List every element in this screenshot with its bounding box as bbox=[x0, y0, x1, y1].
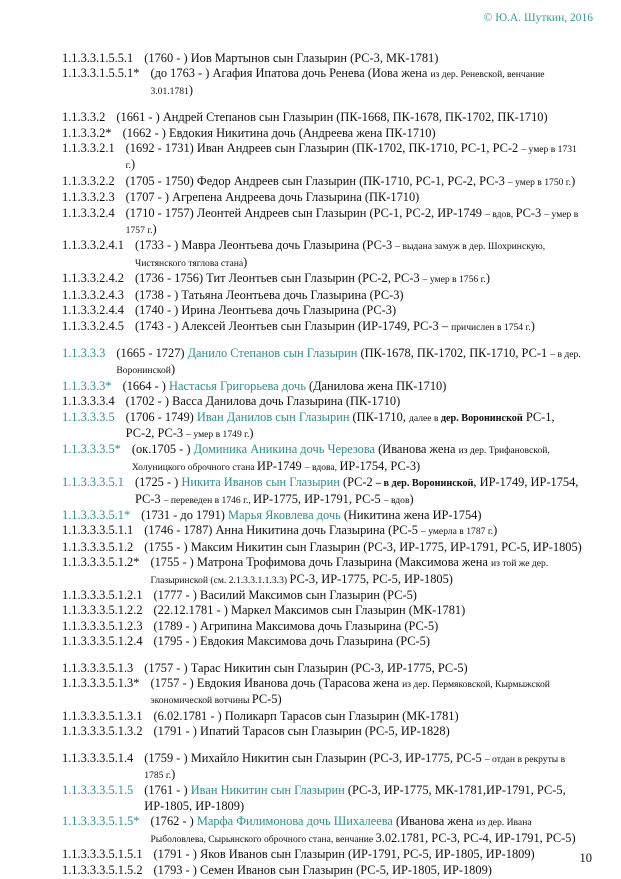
entry-text bbox=[123, 379, 586, 394]
entry-text-segment: (1661 - ) Андрей Степанов сын Глазырин (ПК-1668, ПК-1678, ПК-1702, ПК-1710) bbox=[116, 110, 548, 125]
entry-text-segment: (1757 - ) Тарас Никитин сын Глазырин (РС-3, ИР-1775, РС-5) bbox=[144, 660, 468, 675]
entry-id: 1.1.3.3.3.5 bbox=[62, 409, 115, 424]
copyright-header: © Ю.А. Шуткин, 2016 bbox=[483, 12, 593, 24]
genealogy-entry bbox=[62, 288, 586, 303]
entry-text-segment: (6.02.1781 - ) Поликарп Тарасов сын Глазырин (МК-1781) bbox=[153, 708, 459, 723]
entry-text-segment: РС-1, РС-2, РС-3 bbox=[125, 409, 555, 440]
entry-text-segment: (1702 - ) Васса Данилова дочь Глазырина (ПК-1710) bbox=[125, 394, 401, 409]
entry-text-segment: ) bbox=[249, 425, 254, 440]
entry-text bbox=[154, 709, 586, 724]
entry-text bbox=[126, 206, 586, 239]
entry-id: 1.1.3.3.3.5.1.2.1 bbox=[62, 588, 143, 602]
entry-text-segment: (РС-2 bbox=[339, 475, 376, 490]
person-name-highlighted: Данило Степанов сын Глазырин bbox=[187, 345, 358, 360]
entry-text bbox=[144, 51, 586, 66]
genealogy-entry bbox=[62, 141, 586, 174]
entry-id: 1.1.3.3.3.5.1.5 bbox=[62, 783, 134, 798]
entry-note: причислен в 1754 г. bbox=[451, 321, 531, 333]
entry-text-segment: (1740 - ) Ирина Леонтьева дочь Глазырина (РС-3) bbox=[134, 303, 397, 318]
entry-text-segment: (1789 - ) Агрипина Максимова дочь Глазырина (РС-5) bbox=[153, 618, 439, 633]
entry-text-segment: (1662 - ) Евдокия Никитина дочь (Андреева жена ПК-1710) bbox=[122, 125, 436, 140]
entry-text bbox=[154, 634, 586, 649]
entry-id: 1.1.3.3.3.5.1.5.1 bbox=[62, 847, 143, 862]
page-number: 10 bbox=[579, 851, 592, 865]
entry-text bbox=[123, 126, 586, 141]
entry-id: 1.1.3.3.2* bbox=[62, 125, 112, 140]
entry-id: 1.1.3.3.3.5.1.2* bbox=[62, 555, 140, 570]
entry-text bbox=[135, 319, 586, 335]
entry-note: – умерла в 1787 г. bbox=[421, 526, 494, 538]
genealogy-entry bbox=[62, 676, 586, 709]
entry-id: 1.1.3.3.2.1 bbox=[62, 141, 115, 156]
entry-text-segment: (1743 - ) Алексей Леонтьев сын Глазырин (ИР-1749, РС-3 – bbox=[134, 318, 452, 333]
entry-id: 1.1.3.3.3.5.1.2.2 bbox=[62, 603, 143, 618]
entry-text-segment: (1664 - ) bbox=[122, 378, 170, 393]
genealogy-entry bbox=[62, 540, 586, 555]
entry-text-segment: (1762 - ) bbox=[150, 814, 197, 829]
entry-id: 1.1.3.3.2.3 bbox=[62, 190, 115, 205]
entry-text bbox=[135, 288, 586, 303]
entry-text-segment: (ПК-1710, bbox=[349, 409, 409, 424]
entry-id: 1.1.3.3.3.5.1.2 bbox=[62, 539, 134, 554]
entry-id: 1.1.3.3.3.5.1.2.3 bbox=[62, 618, 143, 633]
entry-id: 1.1.3.3.2.4.2 bbox=[62, 271, 124, 286]
entry-text bbox=[135, 271, 586, 287]
entry-text bbox=[144, 661, 586, 676]
entry-text bbox=[150, 66, 586, 99]
entry-note: – в дер. Воронинской bbox=[116, 348, 581, 377]
entry-text-segment: (1757 - ) Евдокия Иванова дочь (Тарасова жена bbox=[150, 676, 403, 691]
entry-text-segment: ) bbox=[409, 491, 414, 506]
entry-text bbox=[154, 847, 586, 862]
entry-id: 1.1.3.3.3.5.1.2.4 bbox=[62, 634, 143, 649]
entry-text-segment: (1795 - ) Евдокия Максимова дочь Глазырина (РС-5) bbox=[153, 634, 430, 649]
entry-text bbox=[144, 523, 586, 539]
entry-text-segment: (1738 - ) Татьяна Леонтьева дочь Глазырина (РС-3) bbox=[134, 287, 404, 302]
entry-text bbox=[126, 141, 586, 174]
genealogy-entry bbox=[62, 379, 586, 394]
entry-text-segment: (1755 - ) Максим Никитин сын Глазырин (РС-3, ИР-1775, ИР-1791, РС-5, ИР-1805) bbox=[144, 539, 582, 554]
entry-text bbox=[135, 238, 586, 271]
entry-text-segment: (1707 - ) Агрепена Андреева дочь Глазырина (ПК-1710) bbox=[125, 190, 420, 205]
entry-note: из дер. Пермяковской, Кырмыжской экономической вотчины bbox=[150, 679, 550, 707]
entry-text-segment: ) bbox=[171, 767, 176, 782]
entry-text-segment: , ИР-1749, ИР-1754, РС-3 bbox=[134, 475, 579, 506]
entry-text-segment: (1706 - 1749) bbox=[125, 409, 197, 424]
genealogy-entry bbox=[62, 394, 586, 409]
entry-note: – в дер. Воронинской bbox=[375, 478, 474, 490]
genealogy-entry bbox=[62, 783, 586, 814]
genealogy-entry bbox=[62, 51, 586, 66]
genealogy-entry bbox=[62, 709, 586, 724]
entry-text bbox=[126, 410, 586, 443]
entry-id: 1.1.3.3.3.4 bbox=[62, 394, 115, 409]
entry-text bbox=[154, 619, 586, 634]
genealogy-entry bbox=[62, 863, 586, 878]
entry-text-segment: (1791 - ) Ипатий Тарасов сын Глазырин (РС-5, ИР-1828) bbox=[153, 724, 450, 739]
entry-text bbox=[150, 555, 586, 588]
genealogy-entry bbox=[62, 814, 586, 847]
entry-text bbox=[126, 190, 586, 205]
entry-id: 1.1.3.3.3.5.1.4 bbox=[62, 750, 134, 765]
entry-text bbox=[144, 540, 586, 555]
entry-text-segment: (1777 - ) Василий Максимов сын Глазырин (РС-5) bbox=[153, 588, 417, 602]
genealogy-entry bbox=[62, 724, 586, 739]
genealogy-entry bbox=[62, 634, 586, 649]
entry-text bbox=[150, 676, 586, 709]
person-name-highlighted: Настасья Григорьева дочь bbox=[169, 378, 306, 393]
entry-text-segment: ) bbox=[493, 523, 498, 538]
entry-text-segment: ИР-1754, РС-3) bbox=[339, 458, 421, 473]
entry-id: 1.1.3.3.2.4.3 bbox=[62, 287, 124, 302]
entry-id: 1.1.3.3.3 bbox=[62, 345, 106, 360]
genealogy-entry bbox=[62, 238, 586, 271]
genealogy-entry bbox=[62, 603, 586, 618]
entry-id: 1.1.3.3.1.5.5.1 bbox=[62, 51, 134, 65]
genealogy-entry bbox=[62, 303, 586, 318]
entry-text bbox=[144, 783, 586, 814]
entry-note: – вдов bbox=[383, 494, 410, 506]
entry-text-segment: ИР-1749 bbox=[257, 458, 305, 473]
genealogy-entry bbox=[62, 555, 586, 588]
genealogy-entry bbox=[62, 475, 586, 508]
entry-text-segment: 3.02.1781, РС-3, РС-4, ИР-1791, РС-5) bbox=[375, 830, 576, 845]
person-name-highlighted: Марья Яковлева дочь bbox=[228, 507, 341, 522]
genealogy-entry bbox=[62, 523, 586, 539]
entry-text-segment: (1665 - 1727) bbox=[116, 345, 188, 360]
entry-id: 1.1.3.3.3* bbox=[62, 378, 112, 393]
entry-text-segment: (1725 - ) bbox=[134, 475, 182, 490]
genealogy-entry bbox=[62, 271, 586, 287]
entry-text-segment: (РС-3, ИР-1775, МК-1781,ИР-1791, РС-5, ИР-1805, ИР-1809) bbox=[144, 783, 566, 813]
entry-text bbox=[126, 174, 586, 190]
entry-text-segment: (1733 - ) Мавра Леонтьева дочь Глазырина (РС-3 bbox=[134, 238, 396, 253]
entry-note: из той же дер. Глазыринской (см. 2.1.3.3.1.1.3.3) bbox=[150, 558, 549, 586]
entry-text-segment: (до 1763 - ) Агафия Ипатова дочь Ренева (Иова жена bbox=[150, 66, 431, 81]
entry-text-segment: (1731 - до 1791) bbox=[141, 507, 228, 522]
genealogy-entry bbox=[62, 508, 586, 523]
entry-text-segment: (1705 - 1750) Федор Андреев сын Глазырин (ПК-1710, РС-1, РС-2, РС-3 bbox=[125, 173, 508, 188]
entry-text-segment: (ПК-1678, ПК-1702, ПК-1710, РС-1 bbox=[357, 345, 551, 360]
genealogy-entry bbox=[62, 847, 586, 862]
entry-note: из дер. Трифановской, Холуницкого оброчного стана bbox=[131, 445, 550, 473]
entry-note: – вдов, bbox=[485, 208, 516, 220]
entry-text-segment: (1736 - 1756) Тит Леонтьев сын Глазырин (РС-2, РС-3 bbox=[134, 271, 423, 286]
entry-text-segment: ) bbox=[243, 254, 248, 269]
entry-id: 1.1.3.3.3.5.1.5.2 bbox=[62, 862, 143, 877]
entry-text bbox=[116, 110, 586, 125]
entry-text-segment: (ок.1705 - ) bbox=[131, 442, 194, 457]
genealogy-entry bbox=[62, 751, 586, 784]
genealogy-list bbox=[62, 51, 586, 878]
entry-text-segment: РС-3 bbox=[515, 205, 545, 220]
entry-id: 1.1.3.3.2.2 bbox=[62, 173, 115, 188]
entry-text bbox=[126, 394, 586, 409]
entry-note: из дер. Реневской, венчание 3.01.1781 bbox=[150, 69, 545, 97]
entry-note: – умер в 1731 г. bbox=[125, 144, 577, 172]
entry-note: – переведен в 1746 г., bbox=[163, 494, 254, 506]
entry-text-segment: ) bbox=[571, 173, 576, 188]
entry-text-segment: (Иванова жена bbox=[392, 814, 477, 829]
entry-text bbox=[141, 508, 586, 523]
genealogy-entry bbox=[62, 174, 586, 190]
entry-text-segment: (1759 - ) Михайло Никитин сын Глазырин (РС-3, ИР-1775, РС-5 bbox=[144, 750, 485, 765]
entry-text bbox=[154, 863, 586, 878]
entry-note: – выдана замуж в дер. Шохринскую, Чистянского тяглова стана bbox=[134, 241, 546, 269]
entry-text-segment: (1793 - ) Семен Иванов сын Глазырин (РС-5, ИР-1805, ИР-1809) bbox=[153, 862, 492, 877]
entry-id: 1.1.3.3.3.5.1* bbox=[62, 507, 131, 522]
entry-text bbox=[116, 346, 586, 379]
genealogy-entry bbox=[62, 190, 586, 205]
genealogy-entry bbox=[62, 126, 586, 141]
entry-text-segment: ) bbox=[152, 222, 157, 237]
genealogy-entry bbox=[62, 588, 586, 603]
entry-text bbox=[135, 475, 586, 508]
entry-id: 1.1.3.3.3.5.1.1 bbox=[62, 523, 134, 538]
entry-note: дер. Воронинской bbox=[440, 412, 523, 424]
genealogy-entry bbox=[62, 442, 586, 475]
entry-text bbox=[150, 814, 586, 847]
entry-text-segment: (1791 - ) Яков Иванов сын Глазырин (ИР-1791, РС-5, ИР-1805, ИР-1809) bbox=[153, 847, 535, 862]
entry-note: далее в bbox=[409, 412, 441, 424]
person-name-highlighted: Иван Никитин сын Глазырин bbox=[190, 783, 345, 798]
entry-note: – умер в 1756 г. bbox=[422, 274, 486, 286]
entry-id: 1.1.3.3.3.5.1.3.2 bbox=[62, 724, 143, 739]
entry-id: 1.1.3.3.3.5.1.3 bbox=[62, 660, 134, 675]
entry-text bbox=[154, 603, 586, 618]
entry-text-segment: (Иванова жена bbox=[375, 442, 459, 457]
person-name-highlighted: Доминика Аникина дочь Черезова bbox=[193, 442, 376, 457]
entry-text-segment: (22.12.1781 - ) Маркел Максимов сын Глазырин (МК-1781) bbox=[153, 603, 466, 618]
entry-text-segment: (1746 - 1787) Анна Никитина дочь Глазырина (РС-5 bbox=[144, 523, 421, 538]
entry-text-segment: (Данилова жена ПК-1710) bbox=[305, 378, 447, 393]
person-name-highlighted: Марфа Филимонова дочь Шихалеева bbox=[196, 814, 393, 829]
genealogy-entry bbox=[62, 206, 586, 239]
person-name-highlighted: Иван Данилов сын Глазырин bbox=[196, 409, 350, 424]
entry-text bbox=[154, 588, 586, 603]
entry-id: 1.1.3.3.2.4.1 bbox=[62, 238, 124, 253]
entry-text-segment: ) bbox=[170, 362, 176, 377]
entry-id: 1.1.3.3.3.5* bbox=[62, 442, 121, 457]
entry-text-segment: (1710 - 1757) Леонтей Андреев сын Глазырин (РС-1, РС-2, ИР-1749 bbox=[125, 205, 486, 220]
entry-id: 1.1.3.3.3.5.1.5* bbox=[62, 814, 140, 829]
entry-id: 1.1.3.3.1.5.5.1* bbox=[62, 66, 140, 81]
genealogy-entry bbox=[62, 661, 586, 676]
entry-id: 1.1.3.3.3.5.1 bbox=[62, 475, 124, 490]
entry-text-segment: ) bbox=[188, 82, 193, 97]
entry-note: – отдан в рекруты в 1785 г. bbox=[144, 753, 566, 782]
entry-id: 1.1.3.3.2.4.5 bbox=[62, 318, 124, 333]
entry-id: 1.1.3.3.3.5.1.3.1 bbox=[62, 708, 143, 723]
entry-text-segment: (1761 - ) bbox=[144, 783, 191, 798]
entry-text-segment: РС-5) bbox=[251, 692, 282, 707]
entry-text-segment: (1755 - ) Матрона Трофимова дочь Глазырина (Максимова жена bbox=[150, 555, 492, 570]
genealogy-entry bbox=[62, 346, 586, 379]
entry-text-segment: ИР-1775, ИР-1791, РС-5 bbox=[253, 491, 384, 506]
entry-id: 1.1.3.3.2.4.4 bbox=[62, 303, 124, 318]
entry-id: 1.1.3.3.2.4 bbox=[62, 205, 115, 220]
entry-text-segment: ) bbox=[485, 271, 490, 286]
entry-text-segment: (Никитина жена ИР-1754) bbox=[340, 507, 482, 522]
entry-text-segment: (1760 - ) Иов Мартынов сын Глазырин (РС-3, МК-1781) bbox=[144, 51, 439, 65]
entry-id: 1.1.3.3.3.5.1.3* bbox=[62, 676, 140, 691]
entry-note: – умер в 1757 г. bbox=[125, 208, 579, 237]
genealogy-entry bbox=[62, 110, 586, 125]
entry-text bbox=[154, 724, 586, 739]
genealogy-entry bbox=[62, 410, 586, 443]
entry-text-segment: ) bbox=[530, 318, 535, 333]
entry-text bbox=[144, 751, 586, 784]
entry-note: – умер в 1750 г. bbox=[507, 176, 572, 188]
entry-text bbox=[132, 442, 586, 475]
genealogy-entry bbox=[62, 319, 586, 335]
genealogy-entry bbox=[62, 66, 586, 99]
entry-text bbox=[135, 303, 586, 318]
entry-note: из дер. Ивана Рыболовлева, Сырьянского оброчного стана, венчание bbox=[150, 817, 532, 845]
entry-text-segment: (1692 - 1731) Иван Андреев сын Глазырин (ПК-1702, ПК-1710, РС-1, РС-2 bbox=[125, 141, 522, 156]
entry-note: – вдова, bbox=[304, 461, 340, 473]
entry-id: 1.1.3.3.2 bbox=[62, 110, 106, 125]
person-name-highlighted: Никита Иванов сын Глазырин bbox=[181, 475, 340, 490]
entry-text-segment: РС-3, ИР-1775, РС-5, ИР-1805) bbox=[289, 571, 453, 586]
entry-note: – умер в 1749 г. bbox=[186, 428, 250, 440]
genealogy-entry bbox=[62, 619, 586, 634]
entry-text-segment: ) bbox=[130, 157, 136, 172]
